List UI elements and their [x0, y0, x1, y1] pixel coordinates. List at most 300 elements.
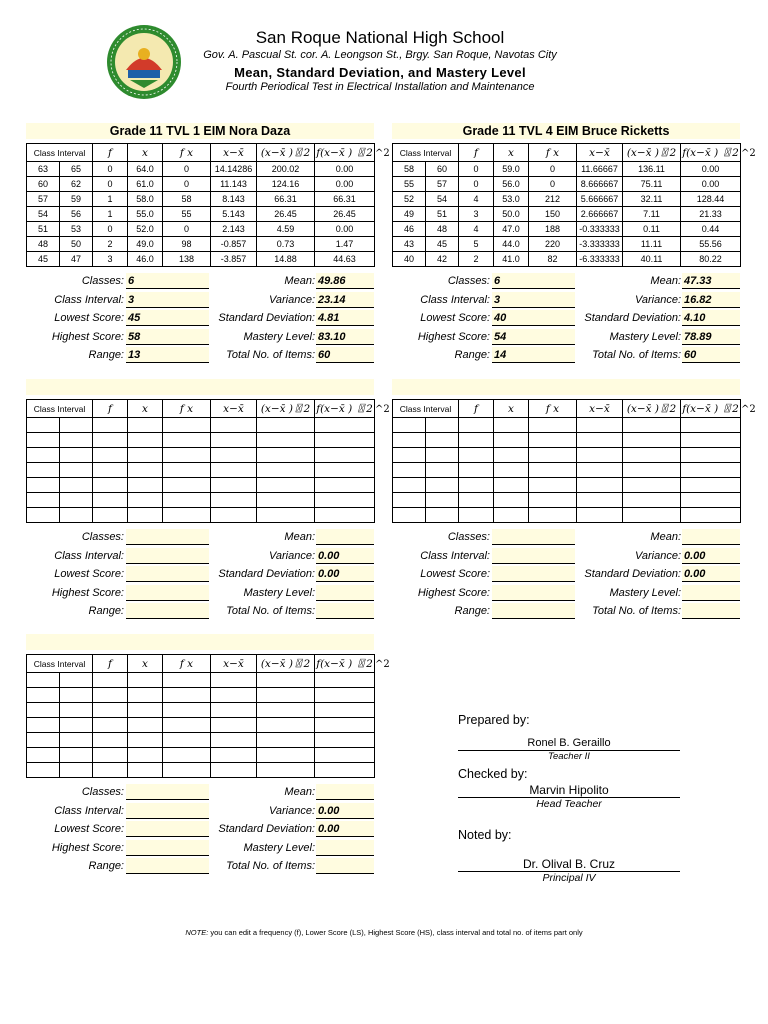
table-row — [393, 237, 741, 252]
table-cell: -0.857 — [211, 237, 257, 252]
table-cell[interactable]: 45 — [27, 252, 60, 267]
table-cell — [315, 418, 375, 433]
stat-value-lowest: 45 — [126, 310, 209, 326]
table-cell: 58.0 — [128, 192, 163, 207]
table-cell: 82 — [529, 252, 577, 267]
stat-label-classes: Classes: — [81, 531, 124, 543]
stat-label-class-interval: Class Interval: — [54, 804, 124, 817]
table-row — [393, 418, 741, 433]
table-cell[interactable]: 0 — [459, 162, 494, 177]
table-cell — [163, 763, 211, 778]
table-cell — [211, 703, 257, 718]
stat-value-highest: 54 — [492, 329, 575, 345]
table-cell: 0 — [529, 162, 577, 177]
table-cell: 220 — [529, 237, 577, 252]
table-cell: 5.666667 — [577, 192, 623, 207]
table-row — [393, 478, 741, 493]
table-cell[interactable]: 2 — [459, 252, 494, 267]
table-cell — [128, 733, 163, 748]
table-cell — [623, 493, 681, 508]
stat-label-sd: Standard Deviation: — [218, 312, 315, 324]
stat-label-items: Total No. of Items: — [226, 860, 315, 872]
table-cell — [315, 733, 375, 748]
table-cell — [163, 508, 211, 523]
table-cell: 0.11 — [623, 222, 681, 237]
prepared-by-label: Prepared by: — [458, 713, 530, 727]
table-cell — [128, 448, 163, 463]
table-cell — [60, 673, 93, 688]
table-cell — [315, 718, 375, 733]
table-row — [27, 418, 375, 433]
table-cell[interactable]: 57 — [27, 192, 60, 207]
table-cell[interactable]: 5 — [459, 237, 494, 252]
table-cell[interactable]: 53 — [60, 222, 93, 237]
prepared-by-name: Ronel B. Geraillo — [527, 737, 611, 749]
table-cell — [393, 493, 426, 508]
table-cell — [93, 733, 128, 748]
table-cell: 5.143 — [211, 207, 257, 222]
table-row — [393, 162, 741, 177]
note-prefix: NOTE: — [185, 928, 209, 937]
table-cell[interactable]: 4 — [459, 222, 494, 237]
table-row — [27, 673, 375, 688]
column-header: f — [93, 144, 128, 162]
table-cell — [315, 763, 375, 778]
table-cell[interactable]: 0 — [93, 177, 128, 192]
table-cell: 128.44 — [681, 192, 741, 207]
stat-value-sd: 4.81 — [316, 310, 374, 326]
stat-value-items: 60 — [682, 347, 740, 363]
stat-value-range — [492, 603, 575, 619]
table-cell — [163, 418, 211, 433]
table-cell — [494, 508, 529, 523]
stat-label-class-interval: Class Interval: — [54, 293, 124, 306]
stat-label-mean: Mean: — [650, 275, 681, 287]
table-row — [27, 192, 375, 207]
table-cell — [315, 703, 375, 718]
table-cell — [257, 673, 315, 688]
table-cell — [60, 748, 93, 763]
table-cell: 59.0 — [494, 162, 529, 177]
table-cell: 8.143 — [211, 192, 257, 207]
column-header: (x−x̄ )〿2 — [257, 400, 315, 418]
table-cell — [27, 493, 60, 508]
table-cell — [681, 478, 741, 493]
stat-label-highest: Highest Score: — [417, 586, 490, 599]
header-overflow-text: ^2 — [375, 148, 390, 159]
prepared-by-role: Teacher II — [458, 750, 680, 762]
stat-label-range: Range: — [88, 349, 124, 361]
table-row — [27, 763, 375, 778]
column-header: f — [459, 144, 494, 162]
stat-value-range: 14 — [492, 347, 575, 363]
table-cell[interactable]: 63 — [27, 162, 60, 177]
table-cell — [163, 478, 211, 493]
table-cell — [128, 433, 163, 448]
table-cell — [494, 463, 529, 478]
table-row — [27, 237, 375, 252]
table-cell — [128, 748, 163, 763]
stat-label-mastery: Mastery Level: — [243, 330, 315, 343]
table-cell[interactable]: 60 — [426, 162, 459, 177]
stat-label-items: Total No. of Items: — [226, 349, 315, 361]
stat-value-sd: 0.00 — [682, 566, 740, 582]
column-header-class-interval: Class Interval — [27, 400, 93, 418]
table-cell — [27, 418, 60, 433]
table-cell: 0.00 — [315, 177, 375, 192]
note-text: you can edit a frequency (f), Lower Score (LS), Highest Score (HS), class interval and total no. of items part only — [208, 928, 583, 937]
table-cell — [93, 748, 128, 763]
table-cell: 188 — [529, 222, 577, 237]
table-cell — [681, 493, 741, 508]
table-cell[interactable]: 4 — [459, 192, 494, 207]
table-cell — [27, 448, 60, 463]
stat-value-classes — [126, 784, 209, 800]
table-cell[interactable]: 42 — [426, 252, 459, 267]
frequency-table — [26, 143, 375, 267]
table-cell[interactable]: 60 — [27, 177, 60, 192]
noted-by-name: Dr. Olival B. Cruz — [522, 857, 615, 871]
table-cell[interactable]: 40 — [393, 252, 426, 267]
table-row — [393, 433, 741, 448]
school-logo — [106, 24, 182, 100]
stat-value-class-interval: 3 — [126, 292, 209, 308]
table-cell — [459, 478, 494, 493]
table-row — [27, 478, 375, 493]
stat-value-variance: 23.14 — [316, 292, 374, 308]
stat-value-mastery — [316, 840, 374, 856]
table-cell — [27, 463, 60, 478]
table-cell — [27, 478, 60, 493]
table-cell — [60, 508, 93, 523]
table-cell — [60, 763, 93, 778]
table-cell: 21.33 — [681, 207, 741, 222]
table-row — [393, 493, 741, 508]
table-cell: 47.0 — [494, 222, 529, 237]
section-title — [392, 379, 740, 395]
stat-label-classes: Classes: — [447, 531, 490, 543]
table-cell — [426, 463, 459, 478]
table-cell — [60, 463, 93, 478]
table-row — [393, 463, 741, 478]
table-cell: 46.0 — [128, 252, 163, 267]
noted-by-role: Principal IV — [458, 871, 680, 884]
table-cell — [315, 508, 375, 523]
stat-label-mastery: Mastery Level: — [243, 586, 315, 599]
table-cell: 0.00 — [315, 222, 375, 237]
table-cell — [257, 688, 315, 703]
stat-label-variance: Variance: — [634, 549, 681, 562]
stat-label-mean: Mean: — [650, 531, 681, 543]
column-header: f x — [163, 400, 211, 418]
stat-value-mean: 49.86 — [316, 273, 374, 289]
table-cell — [529, 463, 577, 478]
table-cell[interactable]: 0 — [459, 177, 494, 192]
stat-value-highest: 58 — [126, 329, 209, 345]
stat-value-range — [126, 858, 209, 874]
table-cell: 53.0 — [494, 192, 529, 207]
table-cell — [577, 508, 623, 523]
header-overflow-text: ^2 — [375, 659, 390, 670]
section-title — [26, 634, 374, 650]
column-header-class-interval: Class Interval — [27, 144, 93, 162]
table-cell — [60, 478, 93, 493]
table-cell: 11.66667 — [577, 162, 623, 177]
table-cell[interactable]: 3 — [459, 207, 494, 222]
table-cell — [163, 688, 211, 703]
column-header: x−x̄ — [577, 144, 623, 162]
table-cell — [494, 478, 529, 493]
table-cell: 55.56 — [681, 237, 741, 252]
column-header-class-interval: Class Interval — [27, 655, 93, 673]
table-cell[interactable]: 51 — [27, 222, 60, 237]
stat-value-lowest: 40 — [492, 310, 575, 326]
table-cell[interactable]: 62 — [60, 177, 93, 192]
table-cell: 0.00 — [681, 177, 741, 192]
stat-value-mean: 47.33 — [682, 273, 740, 289]
table-cell — [211, 763, 257, 778]
table-cell — [315, 448, 375, 463]
table-cell — [93, 718, 128, 733]
table-cell[interactable]: 58 — [393, 162, 426, 177]
table-cell — [257, 463, 315, 478]
table-cell: 0.73 — [257, 237, 315, 252]
table-cell — [93, 463, 128, 478]
table-header-row — [27, 144, 375, 162]
table-cell — [315, 463, 375, 478]
table-header-row — [393, 144, 741, 162]
column-header: x — [494, 144, 529, 162]
stat-value-classes — [126, 529, 209, 545]
table-cell: 11.143 — [211, 177, 257, 192]
stat-value-range: 13 — [126, 347, 209, 363]
column-header: (x−x̄ )〿2 — [257, 144, 315, 162]
stat-value-items — [316, 858, 374, 874]
table-cell: 40.11 — [623, 252, 681, 267]
table-cell — [60, 493, 93, 508]
table-row — [393, 508, 741, 523]
table-cell — [529, 448, 577, 463]
table-cell — [128, 508, 163, 523]
table-cell — [93, 493, 128, 508]
table-cell — [60, 733, 93, 748]
stat-label-lowest: Lowest Score: — [54, 312, 124, 324]
table-cell[interactable]: 54 — [426, 192, 459, 207]
table-cell: 136.11 — [623, 162, 681, 177]
column-header: x−x̄ — [211, 144, 257, 162]
table-cell — [93, 703, 128, 718]
table-cell — [494, 493, 529, 508]
table-cell — [93, 478, 128, 493]
table-row — [27, 252, 375, 267]
table-cell[interactable]: 59 — [60, 192, 93, 207]
column-header: f x — [163, 655, 211, 673]
table-cell — [211, 448, 257, 463]
table-cell[interactable]: 0 — [93, 222, 128, 237]
table-cell: 80.22 — [681, 252, 741, 267]
stat-value-classes: 6 — [492, 273, 575, 289]
table-cell — [211, 673, 257, 688]
stat-label-variance: Variance: — [268, 549, 315, 562]
column-header: x — [128, 144, 163, 162]
table-row — [27, 463, 375, 478]
page-title: Mean, Standard Deviation, and Mastery Level — [234, 65, 526, 80]
table-cell[interactable]: 51 — [426, 207, 459, 222]
stat-label-class-interval: Class Interval: — [54, 549, 124, 562]
table-header-row — [393, 400, 741, 418]
stat-label-lowest: Lowest Score: — [420, 568, 490, 580]
noted-by-label: Noted by: — [458, 828, 512, 842]
stat-value-mastery: 83.10 — [316, 329, 374, 345]
table-cell: 75.11 — [623, 177, 681, 192]
table-cell — [315, 493, 375, 508]
table-cell[interactable]: 1 — [93, 192, 128, 207]
table-cell[interactable]: 2 — [93, 237, 128, 252]
table-cell — [623, 508, 681, 523]
table-row — [393, 448, 741, 463]
table-cell — [27, 703, 60, 718]
table-cell[interactable]: 57 — [426, 177, 459, 192]
table-cell: 52.0 — [128, 222, 163, 237]
table-cell — [211, 478, 257, 493]
table-cell — [577, 478, 623, 493]
stat-value-variance: 16.82 — [682, 292, 740, 308]
stat-value-mastery — [682, 585, 740, 601]
table-cell — [128, 763, 163, 778]
table-cell — [393, 463, 426, 478]
table-cell[interactable]: 45 — [426, 237, 459, 252]
table-cell: 32.11 — [623, 192, 681, 207]
table-cell: 2.143 — [211, 222, 257, 237]
table-cell — [60, 418, 93, 433]
table-cell — [163, 448, 211, 463]
column-header: f x — [529, 144, 577, 162]
table-cell[interactable]: 56 — [60, 207, 93, 222]
stat-value-items — [316, 603, 374, 619]
table-cell[interactable]: 47 — [60, 252, 93, 267]
table-cell — [529, 478, 577, 493]
table-cell: 26.45 — [315, 207, 375, 222]
table-cell — [163, 703, 211, 718]
table-cell: 41.0 — [494, 252, 529, 267]
table-cell — [681, 508, 741, 523]
stat-value-lowest — [126, 566, 209, 582]
stat-value-class-interval — [492, 548, 575, 564]
stat-label-range: Range: — [454, 605, 490, 617]
table-cell — [623, 448, 681, 463]
column-header: f x — [529, 400, 577, 418]
table-cell — [211, 463, 257, 478]
stat-value-mastery: 78.89 — [682, 329, 740, 345]
table-cell[interactable]: 49 — [393, 207, 426, 222]
table-cell — [623, 463, 681, 478]
table-cell: 98 — [163, 237, 211, 252]
table-cell[interactable]: 1 — [93, 207, 128, 222]
table-cell — [623, 478, 681, 493]
table-cell — [93, 418, 128, 433]
frequency-table — [26, 399, 375, 523]
table-cell — [128, 418, 163, 433]
table-cell[interactable]: 55 — [393, 177, 426, 192]
table-cell[interactable]: 48 — [426, 222, 459, 237]
table-cell: 26.45 — [257, 207, 315, 222]
table-cell — [27, 673, 60, 688]
frequency-table — [392, 143, 741, 267]
table-cell: 138 — [163, 252, 211, 267]
table-cell[interactable]: 52 — [393, 192, 426, 207]
table-cell — [60, 703, 93, 718]
table-cell — [93, 448, 128, 463]
table-cell — [128, 463, 163, 478]
table-cell — [27, 733, 60, 748]
table-cell: 124.16 — [257, 177, 315, 192]
column-header: x — [128, 400, 163, 418]
table-cell — [163, 433, 211, 448]
stat-value-classes — [492, 529, 575, 545]
stat-value-range — [126, 603, 209, 619]
table-cell: 0.44 — [681, 222, 741, 237]
column-header: f(x−x̄ ) 〿2 — [315, 144, 375, 162]
table-cell — [27, 433, 60, 448]
table-cell — [211, 688, 257, 703]
table-cell[interactable]: 0 — [93, 162, 128, 177]
stat-label-sd: Standard Deviation: — [584, 312, 681, 324]
table-cell — [494, 433, 529, 448]
stat-label-sd: Standard Deviation: — [584, 568, 681, 580]
table-cell[interactable]: 65 — [60, 162, 93, 177]
stat-label-range: Range: — [454, 349, 490, 361]
header-overflow-text: ^2 — [741, 404, 756, 415]
table-cell[interactable]: 50 — [60, 237, 93, 252]
stat-label-mastery: Mastery Level: — [243, 841, 315, 854]
stat-label-items: Total No. of Items: — [226, 605, 315, 617]
school-name: San Roque National High School — [255, 28, 505, 47]
stat-value-classes: 6 — [126, 273, 209, 289]
table-cell — [681, 448, 741, 463]
table-cell — [257, 478, 315, 493]
table-cell[interactable]: 54 — [27, 207, 60, 222]
table-cell: -6.333333 — [577, 252, 623, 267]
stat-label-lowest: Lowest Score: — [54, 823, 124, 835]
table-cell[interactable]: 3 — [93, 252, 128, 267]
table-cell — [211, 508, 257, 523]
table-cell — [426, 433, 459, 448]
stat-label-classes: Classes: — [447, 275, 490, 287]
table-cell[interactable]: 48 — [27, 237, 60, 252]
table-cell — [459, 433, 494, 448]
table-cell — [393, 418, 426, 433]
column-header: (x−x̄ )〿2 — [257, 655, 315, 673]
stat-label-highest: Highest Score: — [417, 330, 490, 343]
column-header: x−x̄ — [211, 400, 257, 418]
stat-label-variance: Variance: — [268, 804, 315, 817]
stat-value-class-interval — [126, 803, 209, 819]
table-cell — [315, 433, 375, 448]
stat-value-class-interval — [126, 548, 209, 564]
table-cell[interactable]: 43 — [393, 237, 426, 252]
stat-value-mastery — [316, 585, 374, 601]
stat-value-items: 60 — [316, 347, 374, 363]
table-cell[interactable]: 46 — [393, 222, 426, 237]
table-row — [393, 192, 741, 207]
column-header: x−x̄ — [577, 400, 623, 418]
table-cell — [623, 418, 681, 433]
stat-value-highest — [126, 585, 209, 601]
table-cell — [93, 508, 128, 523]
stat-label-highest: Highest Score: — [51, 586, 124, 599]
table-cell — [257, 763, 315, 778]
checked-by-name: Marvin Hipolito — [529, 783, 609, 797]
